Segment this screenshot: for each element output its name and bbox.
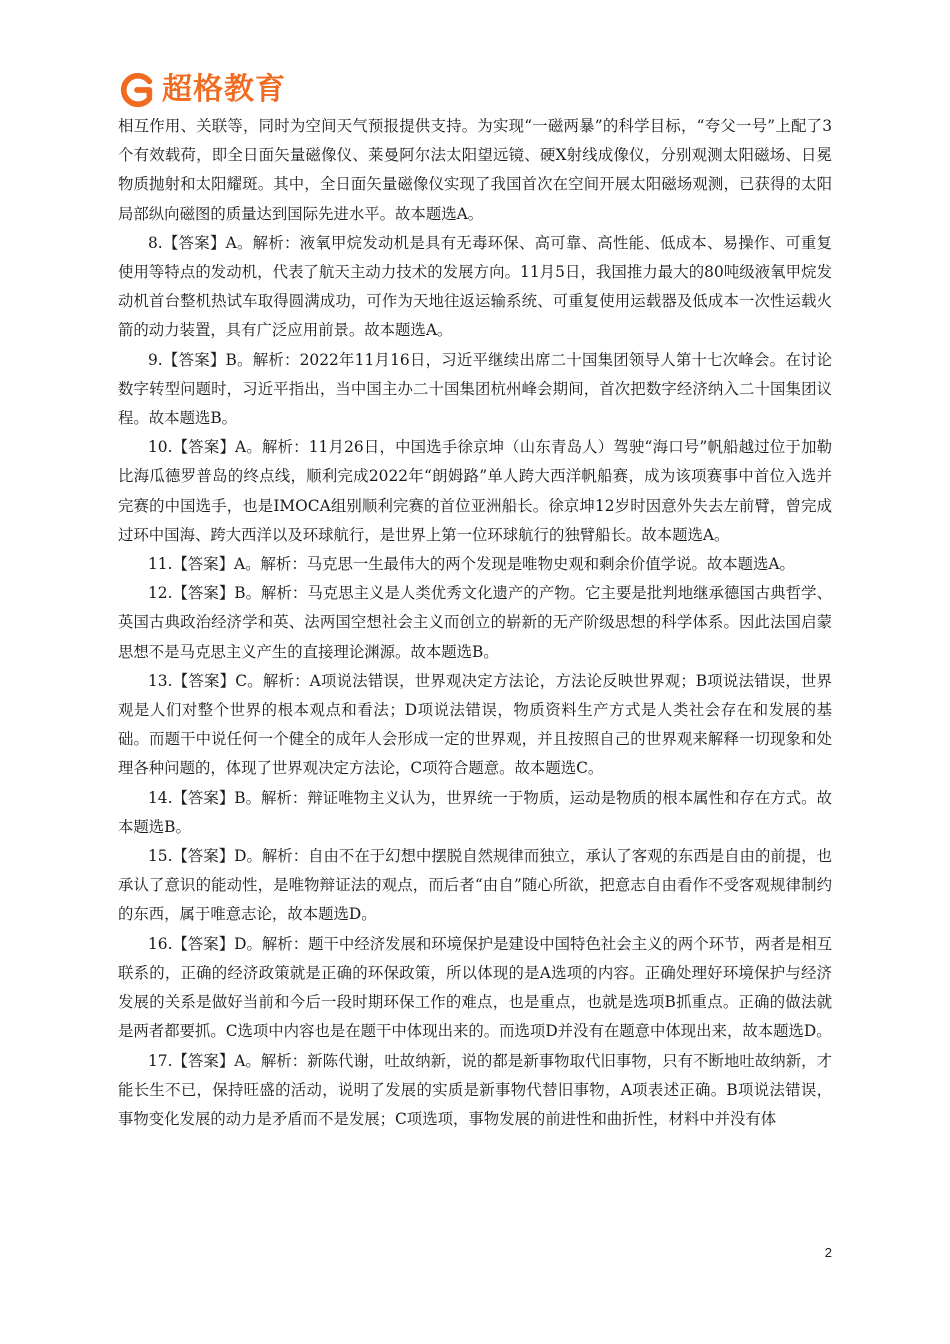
paragraph-continuation: 相互作用、关联等，同时为空间天气预报提供支持。为实现“一磁两暴”的科学目标，“夸父一号”上配了3个有效载荷，即全日面矢量磁像仪、莱曼阿尔法太阳望远镜、硬X射线成像仪，分别观测太阳磁场、日冕物质抛射和太阳耀斑。其中，全日面矢量磁像仪实现了我国首次在空间开展太阳磁场观测，已获得的太阳局部纵向磁图的质量达到国际先进水平。故本题选A。 <box>118 117 832 223</box>
answer-10: 10.【答案】A。解析：11月26日，中国选手徐京坤（山东青岛人）驾驶“海口号”帆船越过位于加勒比海瓜德罗普岛的终点线，顺利完成2022年“朗姆路”单人跨大西洋帆船赛，成为该项赛事中首位入选并完赛的中国选手，也是IMOCA组别顺利完赛的首位亚洲船长。徐京坤12岁时因意外失去左前臂，曾完成过环中国海、跨大西洋以及环球航行，是世界上第一位环球航行的独臂船长。故本题选A。 <box>118 438 832 544</box>
answer-9: 9.【答案】B。解析：2022年11月16日，习近平继续出席二十国集团领导人第十七次峰会。在讨论数字转型问题时，习近平指出，当中国主办二十国集团杭州峰会期间，首次把数字经济纳入二十国集团议程。故本题选B。 <box>118 350 832 428</box>
answer-13: 13.【答案】C。解析：A项说法错误，世界观决定方法论，方法论反映世界观；B项说法错误，世界观是人们对整个世界的根本观点和看法；D项说法错误，物质资料生产方式是人类社会存在和发展的基础。而题干中说任何一个健全的成年人会形成一定的世界观，并且按照自己的世界观来解释一切现象和处理各种问题的，体现了世界观决定方法论，C项符合题意。故本题选C。 <box>118 671 832 778</box>
answer-11: 11.【答案】A。解析：马克思一生最伟大的两个发现是唯物史观和剩余价值学说。故本题选A。 <box>148 555 795 574</box>
page-number: 2 <box>824 1245 832 1260</box>
brand-logo <box>118 70 286 110</box>
answer-8: 8.【答案】A。解析：液氧甲烷发动机是具有无毒环保、高可靠、高性能、低成本、易操作、可重复使用等特点的发动机，代表了航天主动力技术的发展方向。11月5日，我国推力最大的80吨级液氧甲烷发动机首台整机热试车取得圆满成功，可作为天地往返运输系统、可重复使用运载器及低成本一次性运载火箭的动力装置，具有广泛应用前景。故本题选A。 <box>118 233 832 340</box>
answer-12: 12.【答案】B。解析：马克思主义是人类优秀文化遗产的产物。它主要是批判地继承德国古典哲学、英国古典政治经济学和英、法两国空想社会主义而创立的崭新的无产阶级思想的科学体系。因此法国启蒙思想不是马克思主义产生的直接理论渊源。故本题选B。 <box>118 584 832 661</box>
answer-14: 14.【答案】B。解析：辩证唯物主义认为，世界统一于物质，运动是物质的根本属性和存在方式。故本题选B。 <box>118 788 832 836</box>
brand-name: 超格教育 <box>162 72 286 107</box>
answer-15: 15.【答案】D。解析：自由不在于幻想中摆脱自然规律而独立，承认了客观的东西是自由的前提，也承认了意识的能动性，是唯物辩证法的观点，而后者“由自”随心所欲，把意志自由看作不受客观规律制约的东西，属于唯意志论，故本题选D。 <box>118 847 832 924</box>
answer-explanations <box>118 112 832 1134</box>
answer-17: 17.【答案】A。解析：新陈代谢，吐故纳新，说的都是新事物取代旧事物，只有不断地吐故纳新，才能长生不已，保持旺盛的活动，说明了发展的实质是新事物代替旧事物，A项表述正确。B项说法错误，事物变化发展的动力是矛盾而不是发展；C项选项，事物发展的前进性和曲折性，材料中并没有体 <box>118 1051 832 1128</box>
cg-logo-icon <box>118 71 156 109</box>
answer-16: 16.【答案】D。解析：题干中经济发展和环境保护是建设中国特色社会主义的两个环节，两者是相互联系的，正确的经济政策就是正确的环保政策，所以体现的是A选项的内容。正确处理好环境保护与经济发展的关系是做好当前和今后一段时期环保工作的难点，也是重点，也就是选项B抓重点。正确的做法就是两者都要抓。C选项中内容也是在题干中体现出来的。而选项D并没有在题意中体现出来，故本题选D。 <box>118 934 832 1041</box>
